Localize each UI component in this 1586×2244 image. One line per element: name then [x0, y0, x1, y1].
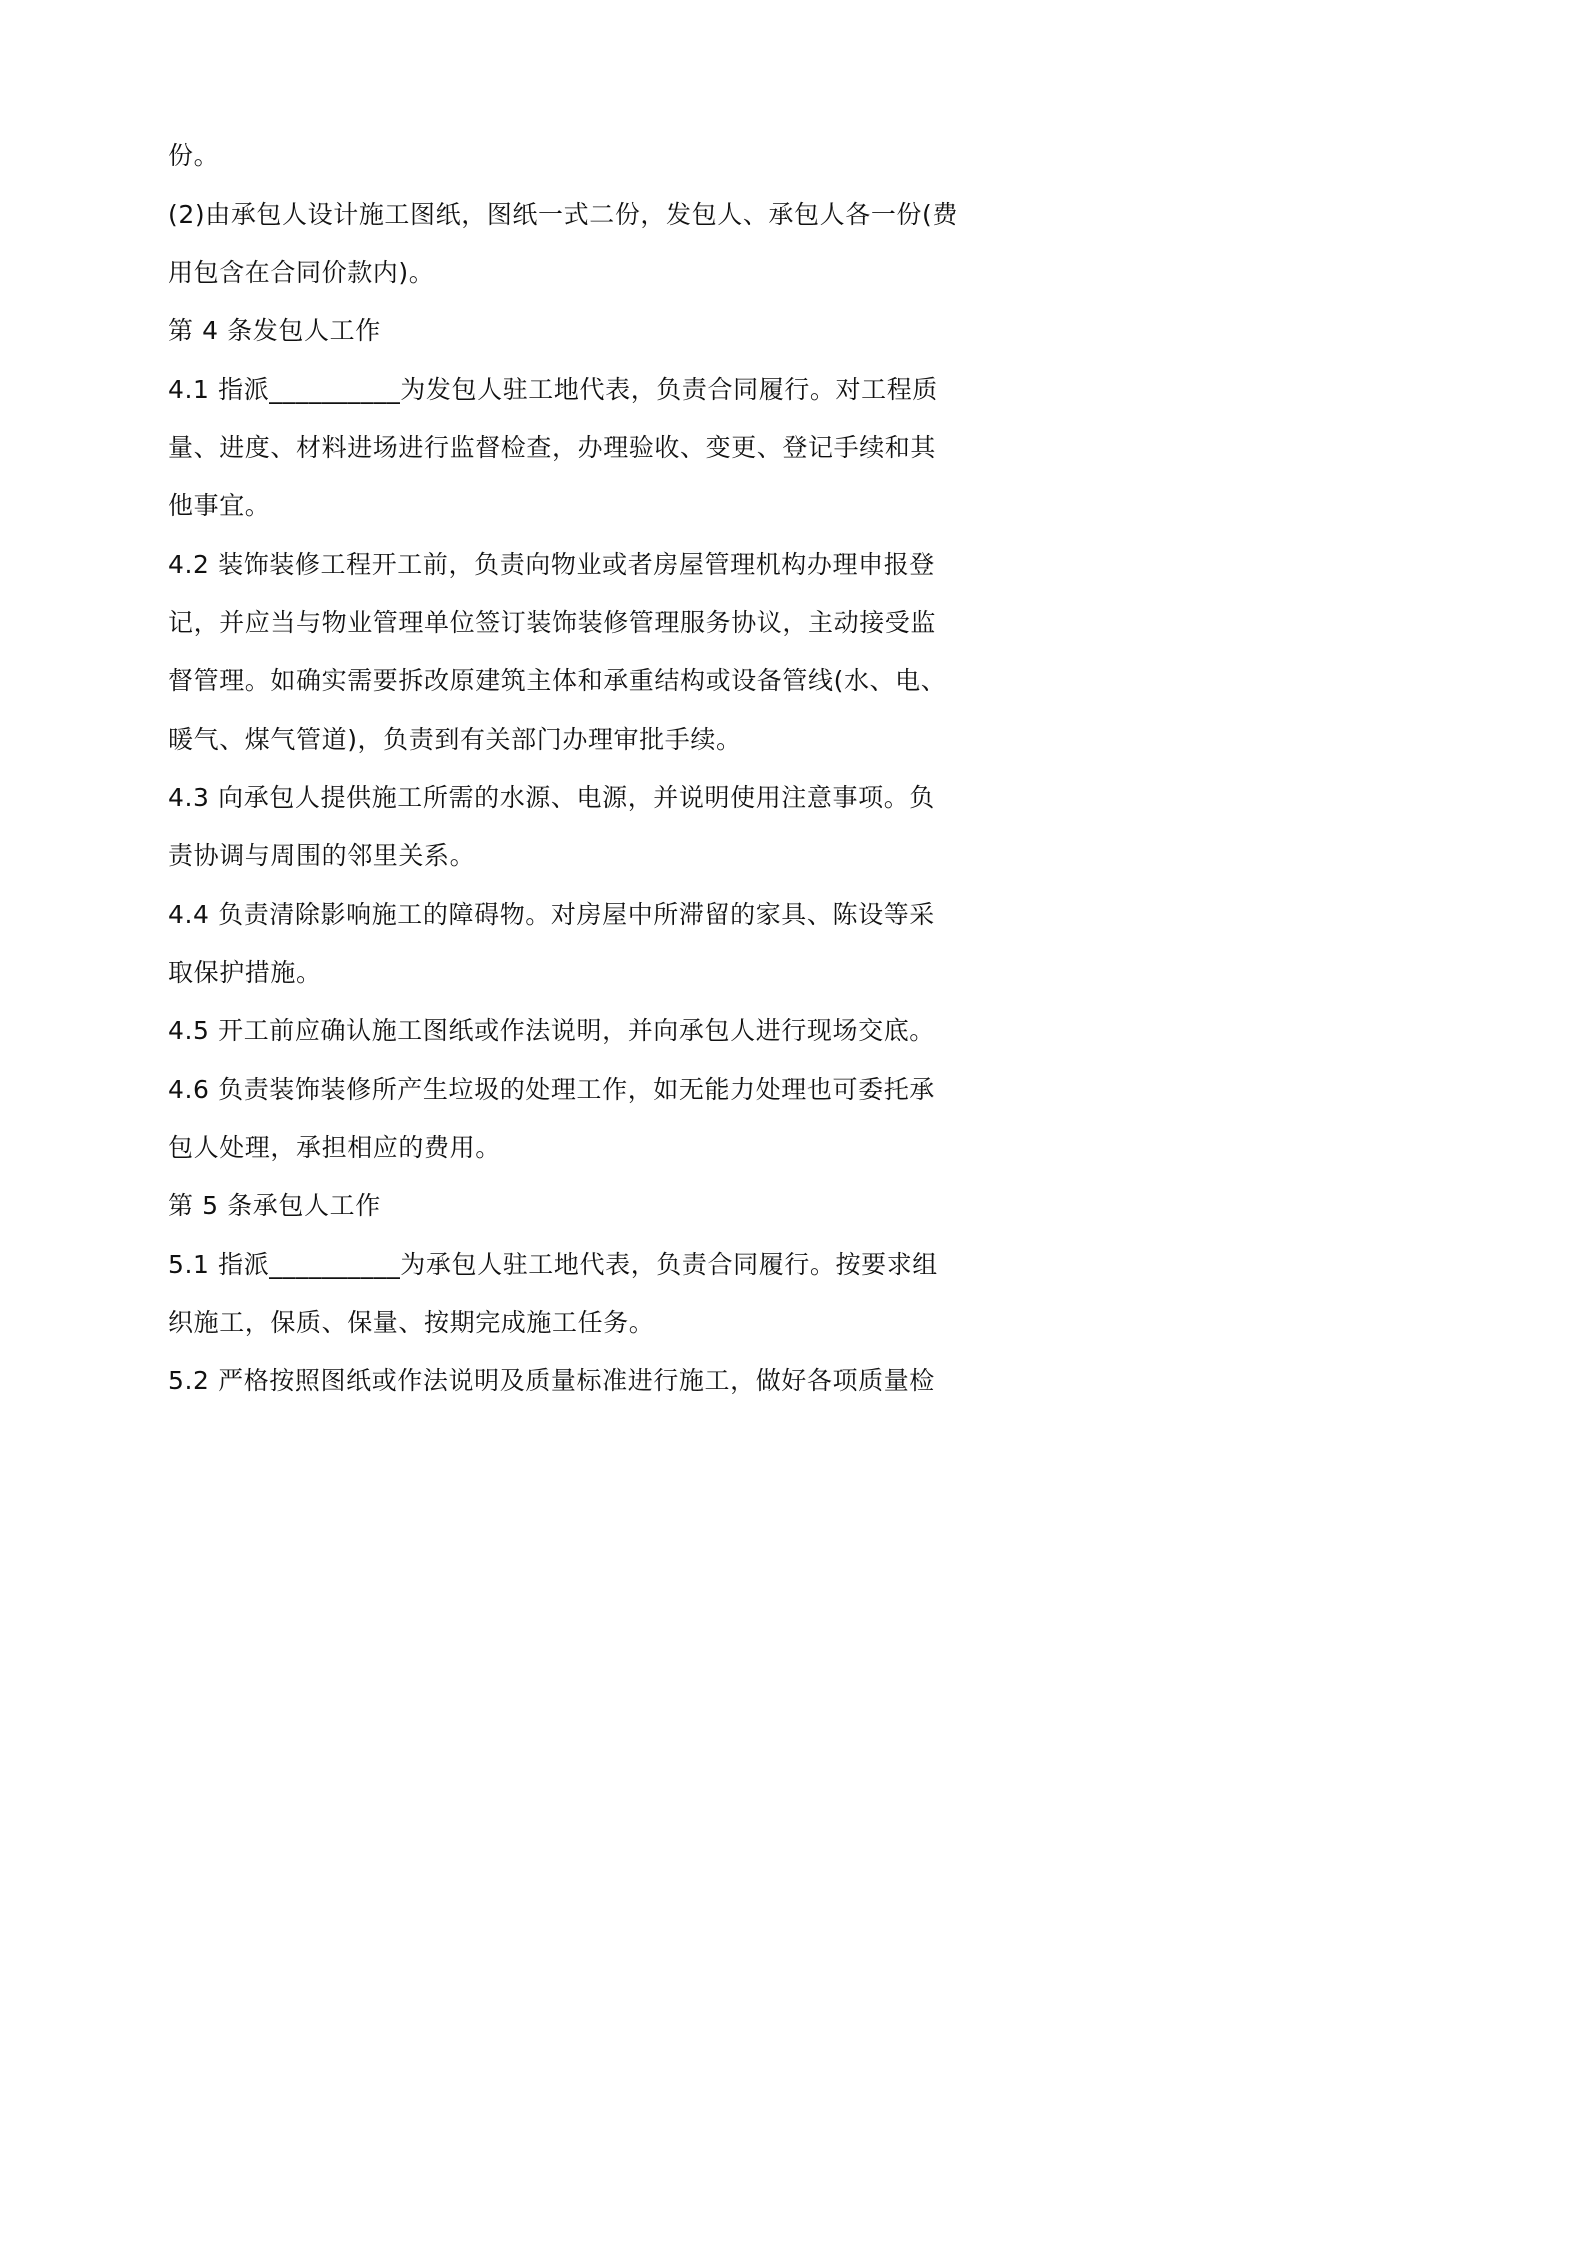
text-line: 4.4 负责清除影响施工的障碍物。对房屋中所滞留的家具、陈设等采: [168, 900, 935, 929]
text-line: 织施工，保质、保量、按期完成施工任务。: [168, 1308, 655, 1337]
section-heading: 第 4 条发包人工作: [168, 316, 381, 345]
text-line: 督管理。如确实需要拆改原建筑主体和承重结构或设备管线(水、电、: [168, 666, 947, 695]
text-line: 暖气、煤气管道)，负责到有关部门办理审批手续。: [168, 725, 742, 754]
text-line: 记，并应当与物业管理单位签订装饰装修管理服务协议，主动接受监: [168, 608, 937, 637]
text-line: 5.1 指派__________为承包人驻工地代表，负责合同履行。按要求组: [168, 1250, 938, 1279]
text-line: 他事宜。: [168, 491, 271, 520]
document-page: [0, 0, 1102, 1560]
text-line: 责协调与周围的邻里关系。: [168, 841, 476, 870]
text-line: 包人处理，承担相应的费用。: [168, 1133, 501, 1162]
text-line: 4.3 向承包人提供施工所需的水源、电源，并说明使用注意事项。负: [168, 783, 935, 812]
text-line: 5.2 严格按照图纸或作法说明及质量标准进行施工，做好各项质量检: [168, 1366, 935, 1395]
text-line: 用包含在合同价款内)。: [168, 258, 435, 287]
text-line: (2)由承包人设计施工图纸，图纸一式二份，发包人、承包人各一份(费: [168, 200, 958, 229]
text-line: 取保护措施。: [168, 958, 322, 987]
text-line: 4.6 负责装饰装修所产生垃圾的处理工作，如无能力处理也可委托承: [168, 1075, 935, 1104]
text-line: 量、进度、材料进场进行监督检查，办理验收、变更、登记手续和其: [168, 433, 937, 462]
text-line: 份。: [168, 141, 220, 170]
text-line: 4.5 开工前应确认施工图纸或作法说明，并向承包人进行现场交底。: [168, 1016, 935, 1045]
text-line: 4.1 指派__________为发包人驻工地代表，负责合同履行。对工程质: [168, 375, 938, 404]
section-heading: 第 5 条承包人工作: [168, 1191, 381, 1220]
text-line: 4.2 装饰装修工程开工前，负责向物业或者房屋管理机构办理申报登: [168, 550, 935, 579]
